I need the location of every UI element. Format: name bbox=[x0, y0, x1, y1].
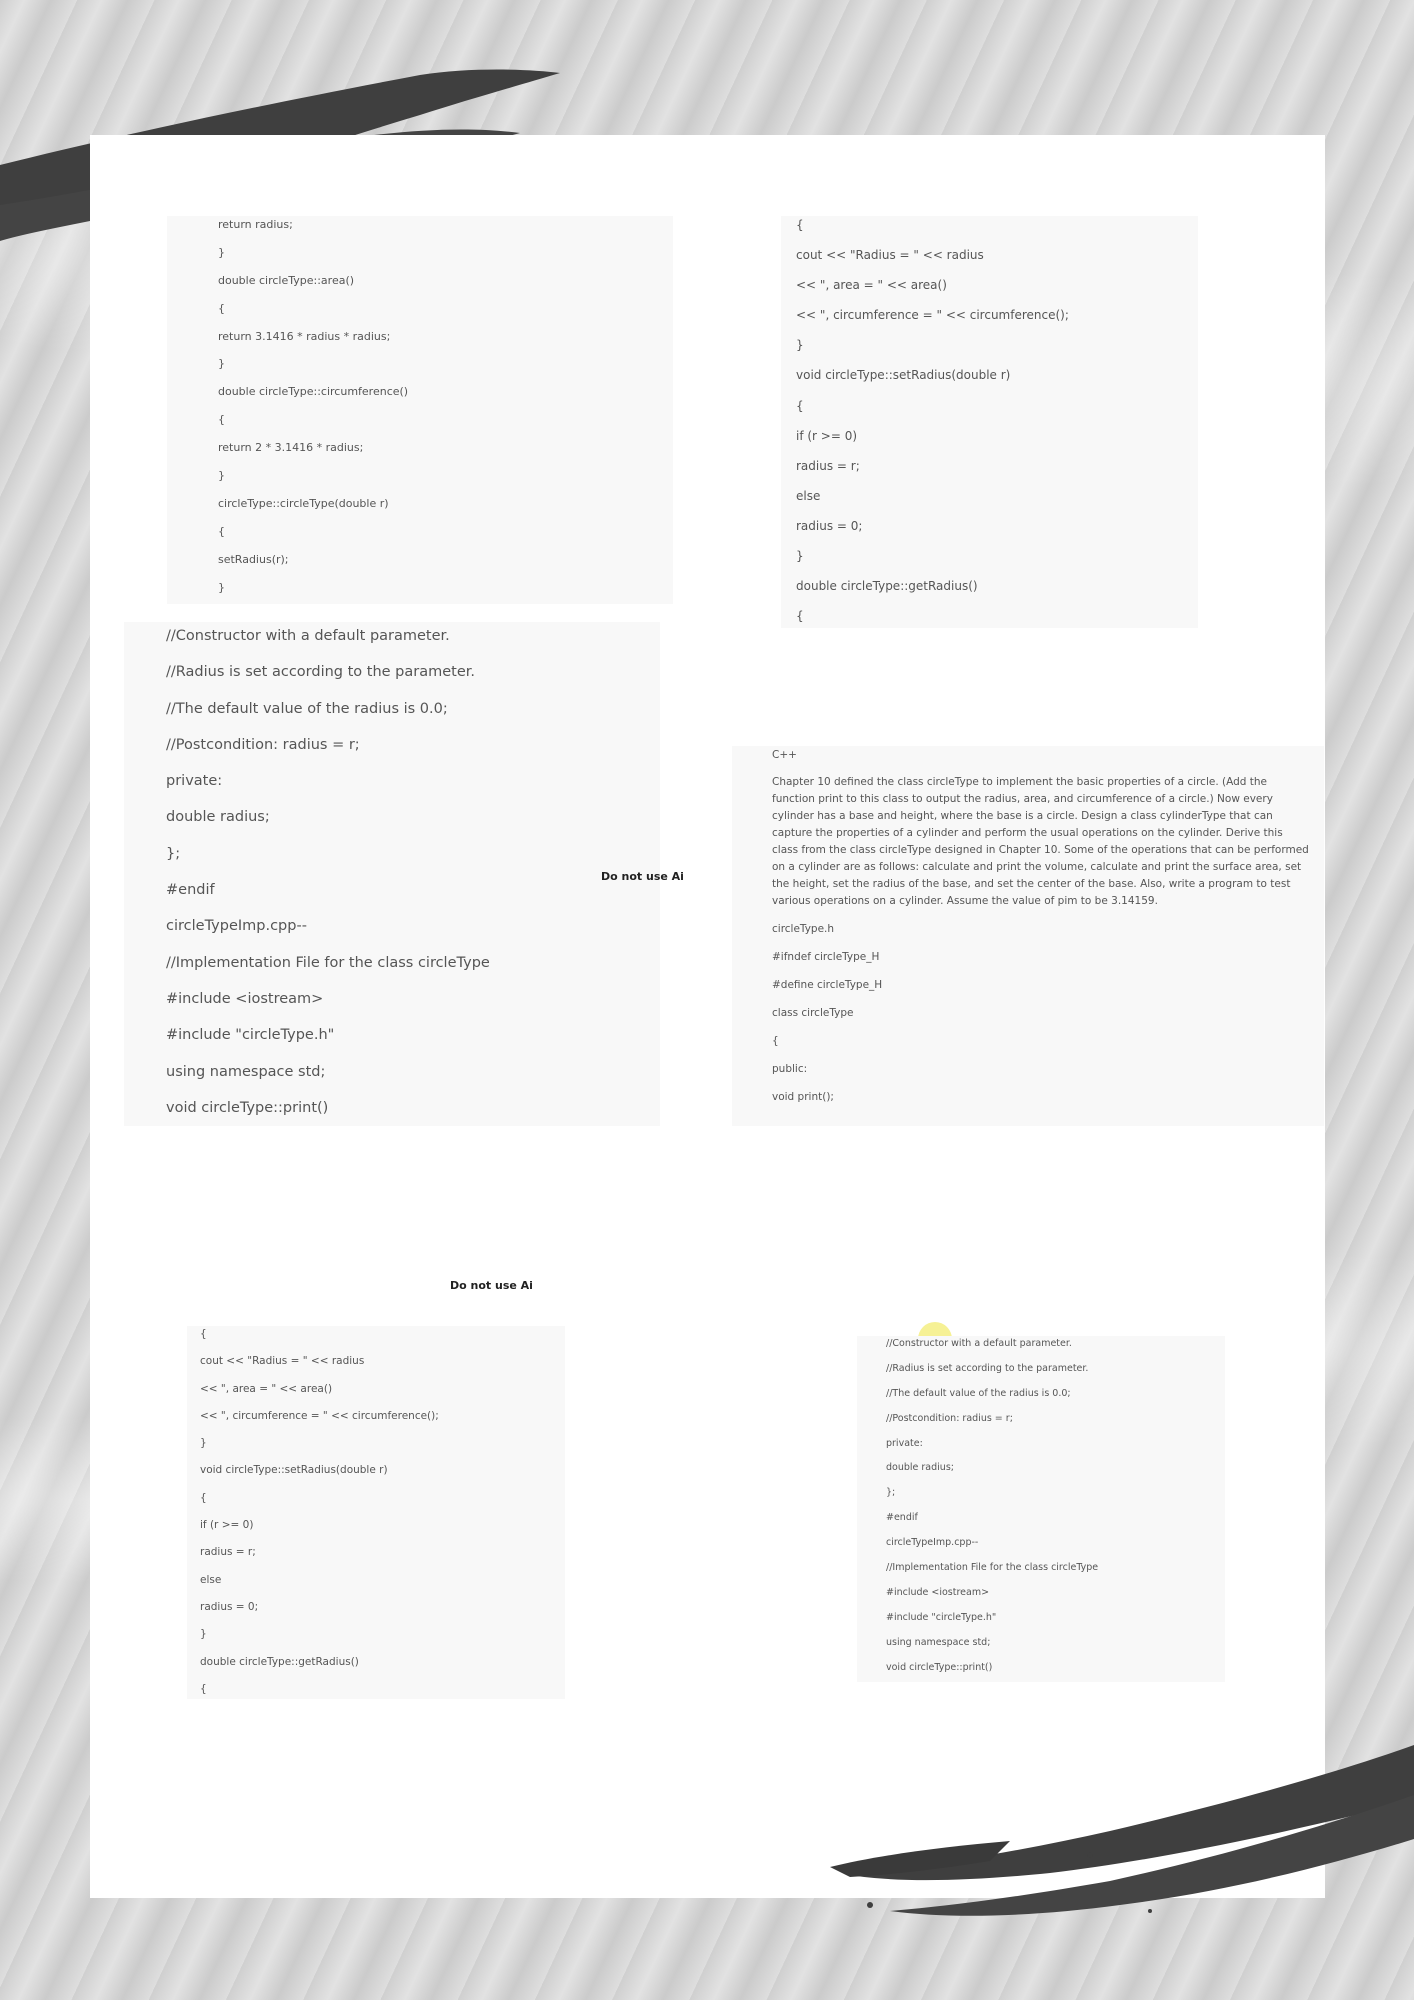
code-line: //The default value of the radius is 0.0; bbox=[886, 1387, 1071, 1399]
code-line: } bbox=[218, 245, 225, 259]
code-line: if (r >= 0) bbox=[796, 428, 858, 443]
code-line: //Constructor with a default parameter. bbox=[886, 1338, 1072, 1349]
code-line: //Postcondition: radius = r; bbox=[166, 736, 360, 753]
code-line: void circleType::print() bbox=[886, 1661, 993, 1673]
code-panel-bottom-right bbox=[857, 1336, 1225, 1682]
code-line: double circleType::area() bbox=[218, 273, 355, 287]
question-language-label: C++ bbox=[772, 749, 797, 761]
code-line: double radius; bbox=[886, 1462, 954, 1474]
code-line: using namespace std; bbox=[166, 1063, 326, 1080]
code-line: //Implementation File for the class circleType bbox=[886, 1562, 1099, 1574]
do-not-use-ai-note: Do not use Ai bbox=[450, 1279, 533, 1292]
code-line: #define circleType_H bbox=[772, 979, 883, 991]
code-line: { bbox=[772, 1035, 779, 1047]
code-panel-bottom-left bbox=[187, 1326, 565, 1699]
code-line: } bbox=[218, 580, 225, 594]
code-line: class circleType bbox=[772, 1007, 854, 1019]
code-line: << ", circumference = " << circumference(); bbox=[200, 1409, 439, 1422]
code-line: double radius; bbox=[166, 809, 270, 826]
code-line: //Radius is set according to the parameter. bbox=[886, 1362, 1089, 1374]
code-panel-top-left bbox=[167, 216, 673, 604]
code-line: //The default value of the radius is 0.0; bbox=[166, 700, 448, 717]
code-line: radius = r; bbox=[200, 1546, 256, 1559]
code-line: { bbox=[796, 398, 804, 413]
code-line: { bbox=[200, 1328, 207, 1340]
code-line: #ifndef circleType_H bbox=[772, 951, 880, 963]
code-line: }; bbox=[886, 1487, 896, 1499]
code-line: return 2 * 3.1416 * radius; bbox=[218, 441, 364, 455]
code-line: else bbox=[200, 1573, 222, 1586]
code-line: double circleType::getRadius() bbox=[796, 579, 978, 594]
code-line: } bbox=[200, 1437, 207, 1450]
code-line: void circleType::print() bbox=[166, 1099, 329, 1116]
code-panel-middle-left bbox=[124, 622, 660, 1126]
code-line: cout << "Radius = " << radius bbox=[200, 1355, 365, 1368]
code-line: //Postcondition: radius = r; bbox=[886, 1412, 1013, 1424]
code-line: circleType::circleType(double r) bbox=[218, 496, 389, 510]
code-line: } bbox=[218, 469, 225, 483]
code-line: double circleType::circumference() bbox=[218, 385, 409, 399]
code-line: circleTypeImp.cpp-- bbox=[886, 1537, 979, 1549]
code-line: #include "circleType.h" bbox=[166, 1027, 335, 1044]
code-line: << ", area = " << area() bbox=[200, 1382, 333, 1395]
code-line: { bbox=[218, 524, 225, 538]
code-line: } bbox=[796, 338, 804, 353]
code-line: << ", circumference = " << circumference(); bbox=[796, 308, 1069, 323]
code-line: #include <iostream> bbox=[166, 990, 324, 1007]
code-line: //Constructor with a default parameter. bbox=[166, 628, 450, 644]
code-line: }; bbox=[166, 845, 181, 862]
code-line: void print(); bbox=[772, 1091, 834, 1103]
code-line: { bbox=[796, 218, 804, 232]
code-line: { bbox=[796, 609, 804, 624]
code-line: private: bbox=[166, 773, 223, 790]
code-line: return radius; bbox=[218, 218, 293, 231]
code-line: void circleType::setRadius(double r) bbox=[796, 368, 1011, 383]
code-line: #endif bbox=[886, 1512, 918, 1524]
code-line: using namespace std; bbox=[886, 1636, 991, 1648]
code-line: setRadius(r); bbox=[218, 552, 289, 566]
question-panel bbox=[732, 746, 1324, 1126]
code-line: radius = 0; bbox=[796, 518, 863, 533]
code-line: cout << "Radius = " << radius bbox=[796, 248, 984, 263]
code-line: private: bbox=[886, 1437, 923, 1449]
code-line: return 3.1416 * radius * radius; bbox=[218, 329, 391, 343]
code-line: double circleType::getRadius() bbox=[200, 1655, 359, 1668]
code-line: { bbox=[200, 1682, 207, 1695]
code-line: } bbox=[200, 1628, 207, 1641]
code-line: //Radius is set according to the parameter. bbox=[166, 664, 476, 681]
code-line: #include "circleType.h" bbox=[886, 1611, 997, 1623]
code-line: else bbox=[796, 488, 821, 503]
code-line: } bbox=[218, 357, 225, 371]
do-not-use-ai-note: Do not use Ai bbox=[601, 870, 684, 883]
code-line: if (r >= 0) bbox=[200, 1519, 254, 1532]
code-line: radius = r; bbox=[796, 458, 860, 473]
code-line: circleType.h bbox=[772, 923, 835, 935]
code-line: { bbox=[218, 301, 225, 315]
code-line: circleTypeImp.cpp-- bbox=[166, 918, 307, 935]
question-description: Chapter 10 defined the class circleType to implement the basic properties of a circle. (Add the function print to this class to output the radius, area, and circumference of a circle.) Now every cylinder has a base and height, where the base is a circle. Design a class cylinderType that can capture the properties of a cylinder and perform the usual operations on the cylinder. Derive this class from the class circleType designed in Chapter 10. Some of the operations that can be performed on a cylinder are as follows: calculate and print the volume, calculate and print the surface area, set the height, set the radius of the base, and set the center of the base. Also, write a program to test various operations on a cylinder. Assume the value of pim to be 3.14159. bbox=[772, 776, 1309, 907]
bottom-right-brush-stroke bbox=[790, 1735, 1414, 1935]
code-line: void circleType::setRadius(double r) bbox=[200, 1464, 388, 1477]
code-line: << ", area = " << area() bbox=[796, 278, 947, 293]
code-line: { bbox=[200, 1491, 207, 1504]
code-line: radius = 0; bbox=[200, 1600, 259, 1613]
code-line: public: bbox=[772, 1063, 808, 1075]
code-line: #endif bbox=[166, 882, 215, 899]
code-line: //Implementation File for the class circleType bbox=[166, 954, 490, 971]
code-line: #include <iostream> bbox=[886, 1586, 990, 1598]
code-panel-top-right bbox=[781, 216, 1198, 628]
code-line: } bbox=[796, 549, 804, 564]
code-line: { bbox=[218, 413, 225, 427]
